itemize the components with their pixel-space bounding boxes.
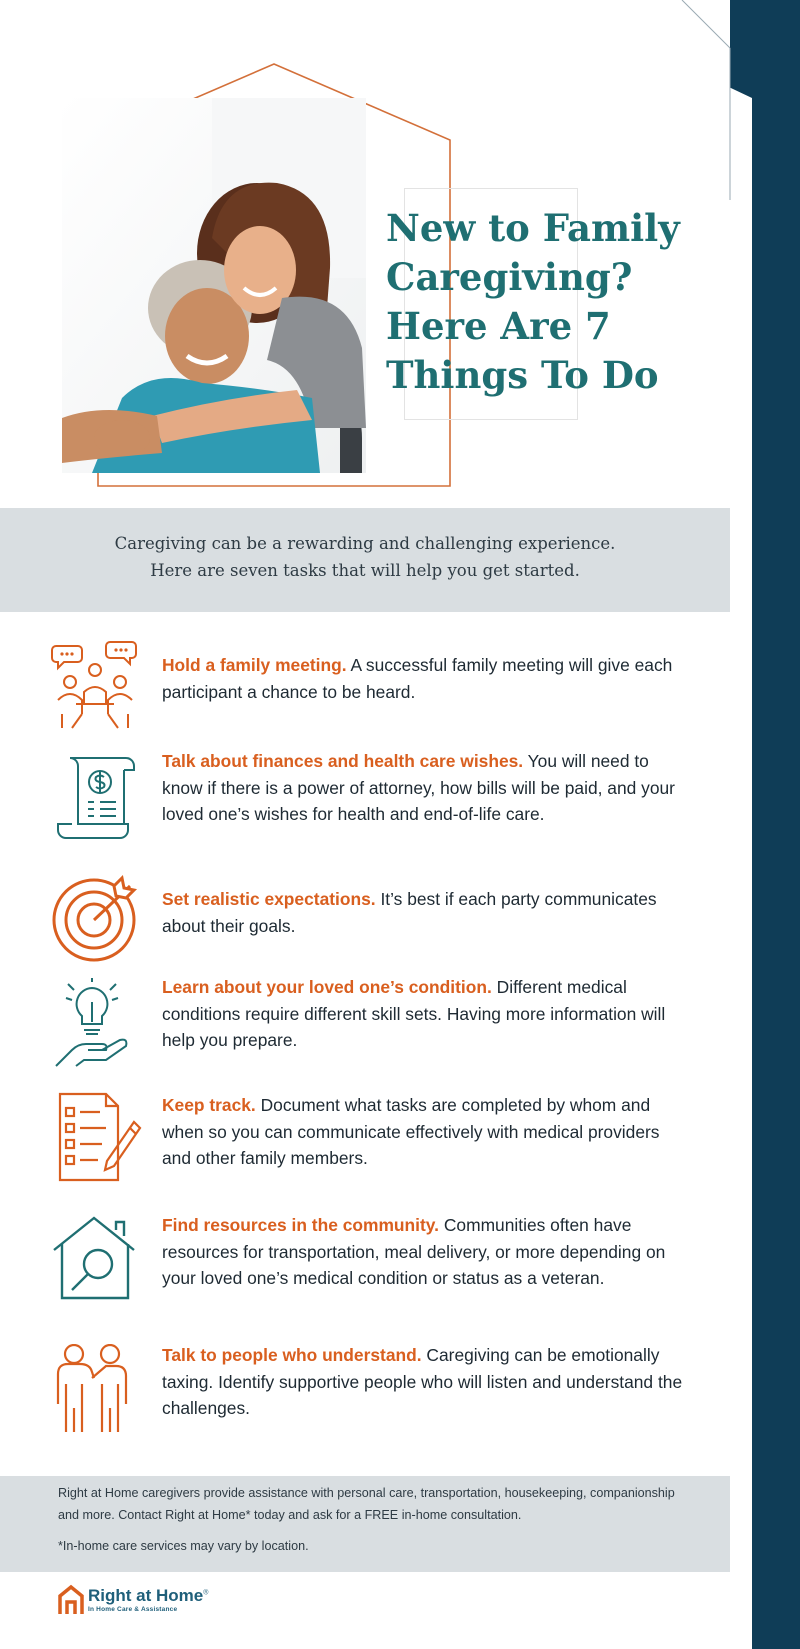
- tip-text: [162, 886, 692, 939]
- title-line: New to Family: [386, 206, 680, 250]
- tip-lead: Keep track.: [162, 1095, 256, 1115]
- finance-document-icon: [48, 754, 142, 846]
- tip-lead: Talk to people who understand.: [162, 1345, 422, 1365]
- logo-tagline: In Home Care & Assistance: [88, 1606, 178, 1613]
- footer-note: *In-home care services may vary by location.: [58, 1539, 309, 1553]
- intro-line: Caregiving can be a rewarding and challenging experience.: [114, 534, 616, 553]
- tip-text: [162, 748, 692, 828]
- title-line: Here Are 7: [386, 304, 611, 348]
- tip-text: [162, 652, 692, 705]
- lightbulb-hand-icon: [48, 978, 142, 1070]
- right-at-home-logo[interactable]: [58, 1584, 278, 1620]
- title-line: Things To Do: [386, 353, 659, 397]
- tip-lead: Learn about your loved one’s condition.: [162, 977, 492, 997]
- target-icon: [48, 874, 142, 966]
- registered-mark: ®: [203, 1589, 209, 1597]
- logo-name: [88, 1586, 208, 1606]
- tip-text: [162, 1092, 692, 1172]
- logo-name-text: Right at Home: [88, 1586, 204, 1605]
- supportive-people-icon: [48, 1344, 142, 1436]
- title-line: Caregiving?: [386, 255, 633, 299]
- page-title: [386, 204, 716, 400]
- tip-text: [162, 1342, 692, 1422]
- tip-lead: Find resources in the community.: [162, 1215, 440, 1235]
- tip-body: A successful family meeting will give each participant a chance to be heard.: [162, 655, 673, 702]
- house-search-icon: [48, 1214, 142, 1306]
- intro-text: [0, 530, 730, 584]
- logo-house-icon: [58, 1584, 84, 1616]
- footer-text: Right at Home caregivers provide assistance with personal care, transportation, housekeeping, companionship and more. Contact Right at Home* today and ask for a FREE in-home consultation.: [58, 1486, 675, 1522]
- tip-lead: Hold a family meeting.: [162, 655, 347, 675]
- tip-text: [162, 1212, 692, 1292]
- tip-body: It’s best if each party communicates about their goals.: [162, 889, 657, 936]
- tip-body: Document what tasks are completed by whom and when so you can communicate effectively with medical providers and other family members.: [162, 1095, 660, 1168]
- tip-body: Different medical conditions require different skill sets. Having more information will help you prepare.: [162, 977, 666, 1050]
- intro-line: Here are seven tasks that will help you get started.: [150, 561, 580, 580]
- tip-text: [162, 974, 692, 1054]
- tip-lead: Talk about finances and health care wishes.: [162, 751, 524, 771]
- family-meeting-icon: [48, 640, 142, 732]
- tip-body: Communities often have resources for transportation, meal delivery, or more depending on your loved one’s medical condition or status as a veteran.: [162, 1215, 666, 1288]
- tip-lead: Set realistic expectations.: [162, 889, 376, 909]
- tip-body: You will need to know if there is a power of attorney, how bills will be paid, and your loved one’s wishes for health and end-of-life care.: [162, 751, 675, 824]
- tip-body: Caregiving can be emotionally taxing. Identify supportive people who will listen and understand the challenges.: [162, 1345, 683, 1418]
- hero-photo: [62, 98, 366, 473]
- checklist-pencil-icon: [48, 1092, 142, 1184]
